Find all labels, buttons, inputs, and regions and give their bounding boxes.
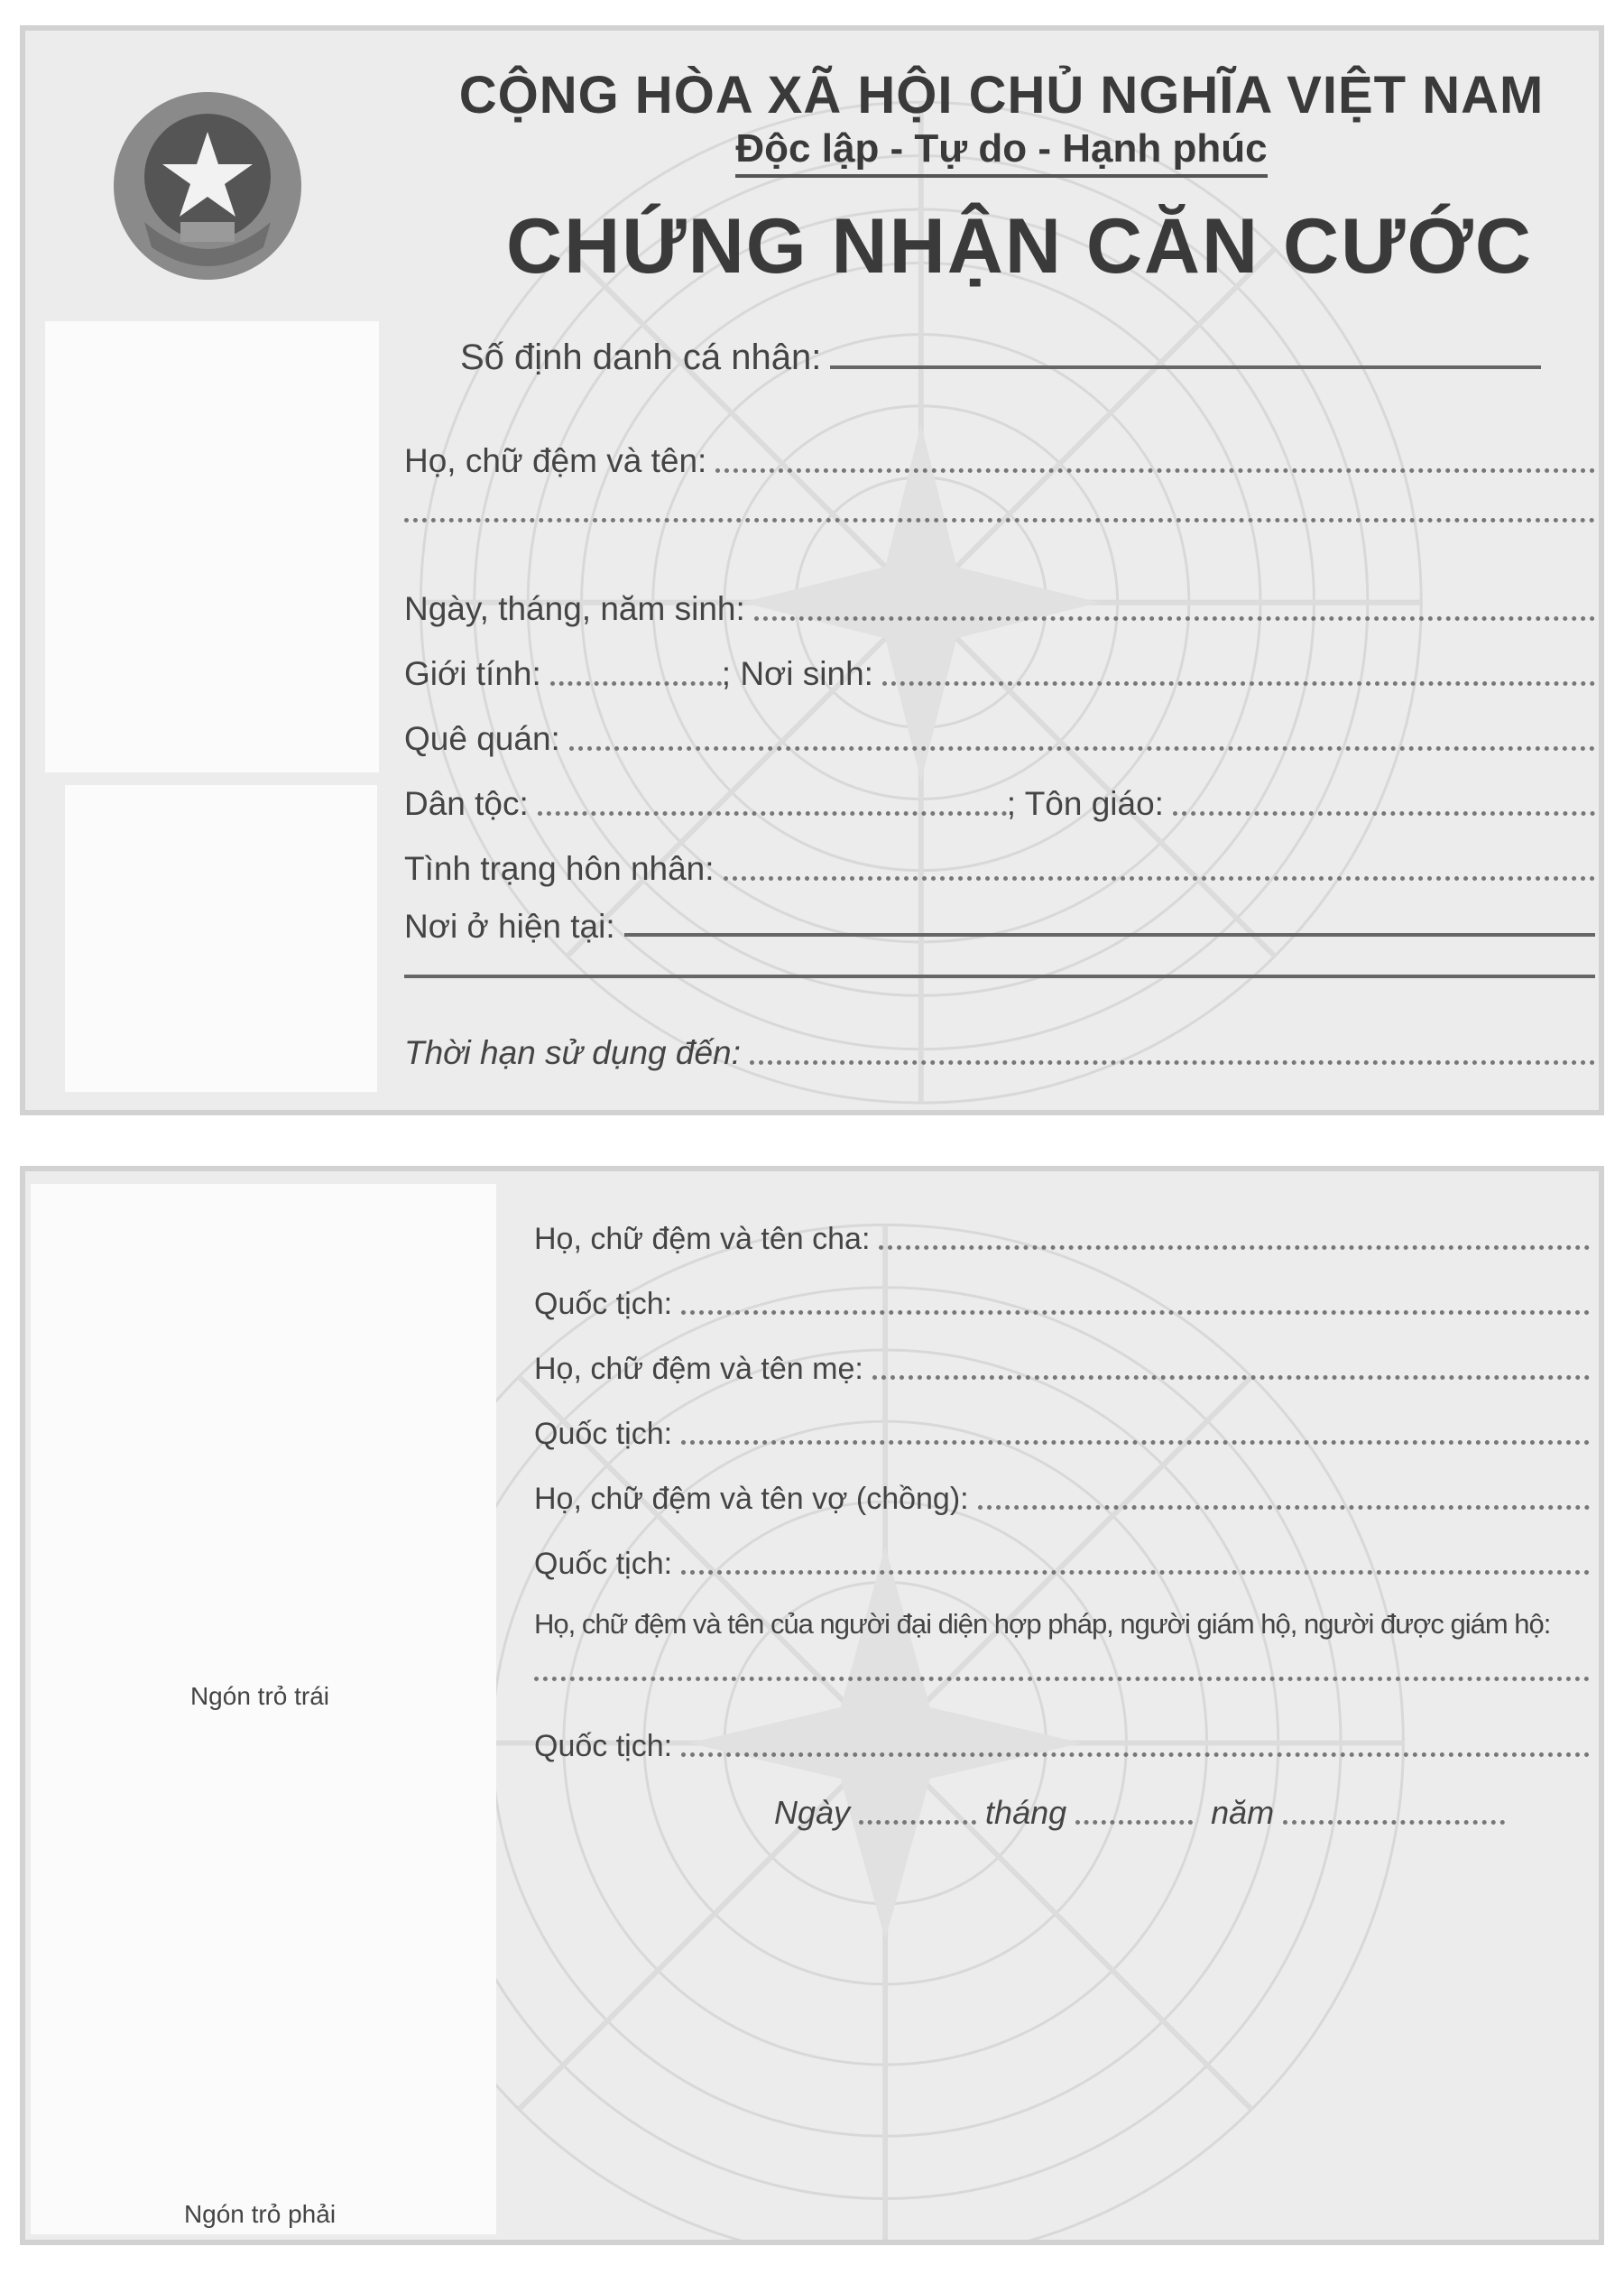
mother-nationality-label: Quốc tịch: bbox=[534, 1417, 673, 1451]
country-name: CỘNG HÒA XÃ HỘI CHỦ NGHĨA VIỆT NAM bbox=[458, 66, 1545, 125]
issue-date-row bbox=[774, 1794, 1505, 1832]
ethnicity-religion-row bbox=[404, 785, 1595, 823]
left-index-label: Ngón trỏ trái bbox=[189, 1682, 330, 1710]
father-name-label: Họ, chữ đệm và tên cha: bbox=[534, 1222, 871, 1256]
mother-name-label: Họ, chữ đệm và tên mẹ: bbox=[534, 1352, 863, 1386]
religion-line bbox=[1173, 811, 1595, 816]
spouse-nationality-row bbox=[534, 1547, 1590, 1582]
birthplace-label: ; Nơi sinh: bbox=[721, 655, 873, 692]
mother-name-line bbox=[872, 1375, 1590, 1380]
personal-id-label: Số định danh cá nhân: bbox=[460, 337, 822, 377]
valid-until-line bbox=[750, 1060, 1595, 1065]
ethnicity-line bbox=[538, 811, 1007, 816]
ethnicity-label: Dân tộc: bbox=[404, 785, 529, 822]
spouse-name-label: Họ, chữ đệm và tên vợ (chồng): bbox=[534, 1482, 969, 1516]
national-motto: Độc lập - Tự do - Hạnh phúc bbox=[25, 126, 1599, 171]
full-name-label: Họ, chữ đệm và tên: bbox=[404, 442, 707, 479]
fingerprint-box bbox=[65, 785, 377, 1092]
full-name-line bbox=[715, 468, 1595, 473]
document-title: CHỨNG NHẬN CĂN CƯỚC bbox=[506, 203, 1533, 290]
spouse-nationality-label: Quốc tịch: bbox=[534, 1547, 673, 1581]
full-name-row-2 bbox=[404, 518, 1595, 530]
issue-month-label: tháng bbox=[985, 1794, 1067, 1831]
residence-label: Nơi ở hiện tại: bbox=[404, 908, 615, 945]
valid-until-label: Thời hạn sử dụng đến: bbox=[404, 1034, 741, 1071]
guardian-nationality-label: Quốc tịch: bbox=[534, 1729, 673, 1763]
dob-row bbox=[404, 590, 1595, 628]
hometown-line bbox=[569, 746, 1595, 751]
issue-day-label: Ngày bbox=[774, 1794, 851, 1831]
residence-line-2 bbox=[404, 975, 1595, 978]
birthplace-line bbox=[882, 681, 1595, 686]
marital-status-line bbox=[724, 876, 1595, 881]
back-card bbox=[20, 1166, 1604, 2245]
mother-name-row bbox=[534, 1352, 1590, 1387]
hometown-row bbox=[404, 720, 1595, 758]
issue-day-line bbox=[859, 1820, 976, 1825]
full-name-row bbox=[404, 442, 1595, 480]
father-nationality-label: Quốc tịch: bbox=[534, 1287, 673, 1321]
religion-label: ; Tôn giáo: bbox=[1006, 785, 1164, 822]
issue-month-line bbox=[1075, 1820, 1193, 1825]
issue-year-line bbox=[1283, 1820, 1505, 1825]
dob-line bbox=[754, 616, 1595, 621]
personal-id-row bbox=[460, 337, 1541, 378]
guardian-name-row-2 bbox=[534, 1677, 1590, 1688]
guardian-name-label: Họ, chữ đệm và tên của người đại diện hợp pháp, người giám hộ, người được giám hộ: bbox=[534, 1608, 1551, 1640]
spouse-nationality-line bbox=[681, 1570, 1590, 1575]
spouse-name-line bbox=[978, 1505, 1590, 1510]
guardian-name-line bbox=[534, 1677, 1590, 1681]
issue-year-label: năm bbox=[1211, 1794, 1275, 1831]
dob-label: Ngày, tháng, năm sinh: bbox=[404, 590, 745, 627]
personal-id-line bbox=[830, 365, 1541, 369]
marital-status-label: Tình trạng hôn nhân: bbox=[404, 850, 715, 887]
valid-until-row bbox=[404, 1034, 1595, 1072]
father-name-row bbox=[534, 1222, 1590, 1257]
photo-area bbox=[45, 321, 379, 772]
guardian-name-row bbox=[534, 1608, 1590, 1641]
residence-row bbox=[404, 908, 1595, 946]
guardian-nationality-row bbox=[534, 1729, 1590, 1764]
front-card bbox=[20, 25, 1604, 1115]
full-name-line-2 bbox=[404, 518, 1595, 522]
sex-birthplace-row bbox=[404, 655, 1595, 693]
sex-label: Giới tính: bbox=[404, 655, 541, 692]
residence-row-2 bbox=[404, 975, 1595, 987]
mother-nationality-row bbox=[534, 1417, 1590, 1452]
spouse-name-row bbox=[534, 1482, 1590, 1517]
mother-nationality-line bbox=[681, 1440, 1590, 1445]
residence-line bbox=[624, 933, 1595, 937]
marital-status-row bbox=[404, 850, 1595, 888]
right-index-label: Ngón trỏ phải bbox=[183, 2200, 337, 2228]
father-nationality-line bbox=[681, 1310, 1590, 1315]
hometown-label: Quê quán: bbox=[404, 720, 560, 757]
father-name-line bbox=[879, 1245, 1590, 1250]
guardian-nationality-line bbox=[681, 1752, 1590, 1757]
father-nationality-row bbox=[534, 1287, 1590, 1322]
sex-line bbox=[550, 681, 722, 686]
